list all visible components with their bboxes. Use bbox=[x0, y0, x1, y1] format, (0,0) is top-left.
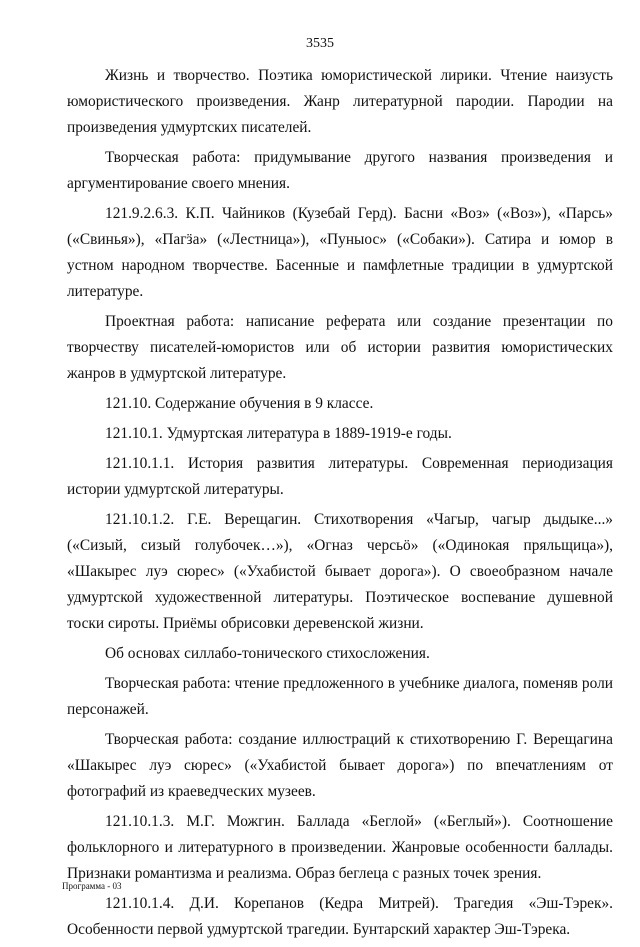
paragraph: 121.10.1.4. Д.И. Корепанов (Кедра Митрей). Трагедия «Эш-Тэрек». Особенности первой удмуртской трагедии. Бунтарский характер Эш-Тэрека. bbox=[67, 895, 613, 938]
paragraph: Об основах силлабо-тонического стихосложения. bbox=[105, 645, 430, 662]
paragraph: Проектная работа: написание реферата или создание презентации по творчеству писателей-юмористов или об истории развития юмористических жанров в удмуртской литературе. bbox=[67, 313, 613, 382]
paragraph: 121.10.1.3. М.Г. Можгин. Баллада «Беглой» («Беглый»). Соотношение фольклорного и литературного в произведении. Жанровые особенности баллады. Признаки романтизма и реализма. Образ беглеца с разных точек зрения. bbox=[67, 813, 613, 882]
page-number: 3535 bbox=[306, 36, 334, 51]
footer-label: Программа - 03 bbox=[62, 881, 122, 891]
section-heading: 121.10. Содержание обучения в 9 классе. bbox=[105, 395, 374, 412]
paragraph: Творческая работа: чтение предложенного в учебнике диалога, поменяв роли персонажей. bbox=[67, 675, 613, 718]
paragraph: Творческая работа: создание иллюстраций к стихотворению Г. Верещагина «Шакырес луэ сюрес» («Ухабистой бывает дорога») по впечатлениям от фотографий из краеведческих музеев. bbox=[67, 731, 613, 800]
subsection-heading: 121.10.1. Удмуртская литература в 1889-1919-е годы. bbox=[105, 425, 452, 442]
paragraph: 121.10.1.1. История развития литературы. Современная периодизация истории удмуртской литературы. bbox=[67, 455, 613, 498]
paragraph: Жизнь и творчество. Поэтика юмористической лирики. Чтение наизусть юмористического произведения. Жанр литературной пародии. Пародии на произведения удмуртских писателей. bbox=[67, 67, 613, 136]
document-body bbox=[67, 63, 613, 947]
paragraph: 121.10.1.2. Г.Е. Верещагин. Стихотворения «Чагыр, чагыр дыдыке...» («Сизый, сизый голубочек…»), «Огназ черсьӧ» («Одинокая пряльщица»), «Шакырес луэ сюрес» («Ухабистой бывает дорога»). О своеобразном начале удмуртской художественной литературы. Поэтическое воспевание душевной тоски сироты. Приёмы обрисовки деревенской жизни. bbox=[67, 511, 613, 632]
paragraph: 121.9.2.6.3. К.П. Чайников (Кузебай Герд). Басни «Воз» («Воз»), «Парсь» («Свинья»), «Пагӟа» («Лестница»), «Пуныос» («Собаки»). Сатира и юмор в устном народном творчестве. Басенные и памфлетные традиции в удмуртской литературе. bbox=[67, 205, 613, 300]
paragraph: Творческая работа: придумывание другого названия произведения и аргументирование своего мнения. bbox=[67, 149, 613, 192]
